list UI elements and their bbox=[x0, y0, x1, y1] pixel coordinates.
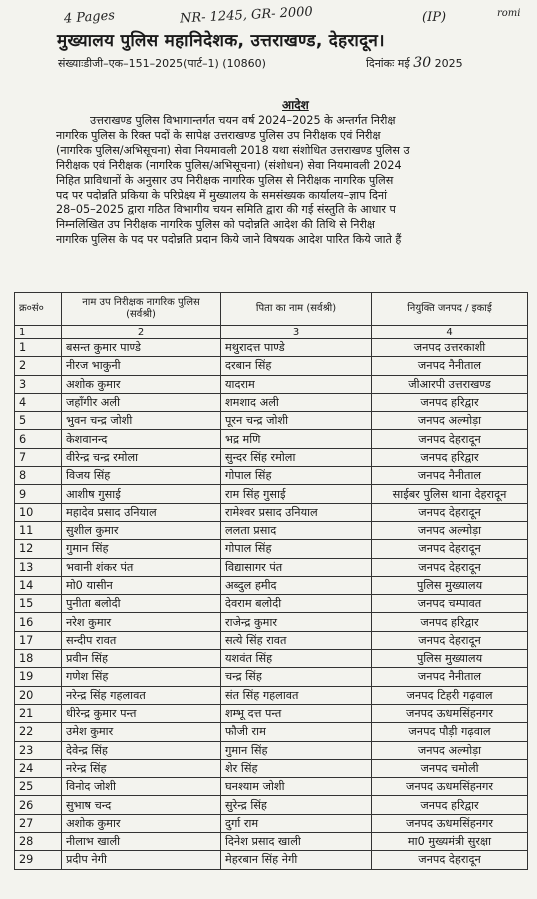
handwritten-corner-note: romi bbox=[497, 8, 521, 19]
posting-cell: जनपद देहरादून bbox=[372, 503, 528, 521]
officer-name-cell: भुवन चन्द्र जोशी bbox=[62, 412, 221, 430]
table-row bbox=[15, 357, 528, 375]
father-name-cell: राजेन्द्र कुमार bbox=[221, 613, 372, 631]
officer-name-cell: केशवानन्द bbox=[62, 430, 221, 448]
father-name-cell: फौजी राम bbox=[221, 723, 372, 741]
serial-cell: 23 bbox=[15, 741, 62, 759]
table-row bbox=[15, 686, 528, 704]
serial-cell: 28 bbox=[15, 833, 62, 851]
posting-cell: जनपद देहरादून bbox=[372, 851, 528, 869]
serial-cell: 13 bbox=[15, 558, 62, 576]
father-name-cell: शमशाद अली bbox=[221, 393, 372, 411]
posting-cell: जनपद पौड़ी गढ़वाल bbox=[372, 723, 528, 741]
officer-name-cell: उमेश कुमार bbox=[62, 723, 221, 741]
father-name-cell: घनश्याम जोशी bbox=[221, 778, 372, 796]
table-row bbox=[15, 595, 528, 613]
posting-cell: जनपद ऊधमसिंहनगर bbox=[372, 778, 528, 796]
serial-cell: 18 bbox=[15, 650, 62, 668]
table-row bbox=[15, 723, 528, 741]
table-header-row bbox=[15, 293, 528, 326]
officer-name-cell: वीरेन्द्र चन्द्र रमोला bbox=[62, 448, 221, 466]
officer-name-cell: नीरज भाकुनी bbox=[62, 357, 221, 375]
officer-name-cell: सुशील कुमार bbox=[62, 521, 221, 539]
officer-name-cell: भवानी शंकर पंत bbox=[62, 558, 221, 576]
posting-cell: जनपद चमोली bbox=[372, 759, 528, 777]
posting-cell: जनपद नैनीताल bbox=[372, 467, 528, 485]
serial-cell: 17 bbox=[15, 631, 62, 649]
paragraph-line: नागरिक पुलिस के पद पर पदोन्नति प्रदान किये जाने विषयक आदेश पारित किये जाते हैं bbox=[56, 233, 402, 247]
officer-name-cell: विनोद जोशी bbox=[62, 778, 221, 796]
table-row bbox=[15, 558, 528, 576]
father-name-cell: संत सिंह गहलावत bbox=[221, 686, 372, 704]
header-name: नाम उप निरीक्षक नागरिक पुलिस (सर्वश्री) bbox=[62, 293, 221, 326]
officer-name-cell: देवेन्द्र सिंह bbox=[62, 741, 221, 759]
posting-cell: पुलिस मुख्यालय bbox=[372, 650, 528, 668]
posting-cell: मा0 मुख्यमंत्री सुरक्षा bbox=[372, 833, 528, 851]
table-row bbox=[15, 759, 528, 777]
paragraph-line: निहित प्राविधानों के अनुसार उप निरीक्षक नागरिक पुलिस से निरीक्षक नागरिक पुलिस bbox=[56, 173, 394, 187]
column-index: 1 bbox=[15, 326, 62, 339]
posting-cell: जनपद अल्मोड़ा bbox=[372, 741, 528, 759]
posting-cell: जनपद नैनीताल bbox=[372, 668, 528, 686]
table-row bbox=[15, 631, 528, 649]
father-name-cell: भद्र मणि bbox=[221, 430, 372, 448]
officer-name-cell: पुनीता बलोदी bbox=[62, 595, 221, 613]
posting-cell: पुलिस मुख्यालय bbox=[372, 576, 528, 594]
paragraph-line: (नागरिक पुलिस/अभिसूचना) सेवा नियमावली 2018 यथा संशोधित उत्तराखण्ड पुलिस उ bbox=[56, 143, 410, 157]
paragraph-line: निरीक्षक एवं निरीक्षक (नागरिक पुलिस/अभिसूचना) (संशोधन) सेवा नियमावली 2024 bbox=[56, 158, 402, 172]
father-name-cell: मथुरादत्त पाण्डे bbox=[221, 339, 372, 357]
posting-cell: साईबर पुलिस थाना देहरादून bbox=[372, 485, 528, 503]
serial-cell: 24 bbox=[15, 759, 62, 777]
father-name-cell: मेहरबान सिंह नेगी bbox=[221, 851, 372, 869]
father-name-cell: गोपाल सिंह bbox=[221, 540, 372, 558]
officer-name-cell: नरेन्द्र सिंह bbox=[62, 759, 221, 777]
father-name-cell: शम्भू दत्त पन्त bbox=[221, 704, 372, 722]
serial-cell: 12 bbox=[15, 540, 62, 558]
officer-name-cell: जहाँगीर अली bbox=[62, 393, 221, 411]
father-name-cell: पूरन चन्द्र जोशी bbox=[221, 412, 372, 430]
paragraph-line: पद पर पदोन्नति प्रकिया के परिप्रेक्ष्य में मुख्यालय के समसंख्यक कार्यालय–ज्ञाप दिनां bbox=[56, 188, 388, 202]
table-row bbox=[15, 393, 528, 411]
father-name-cell: रामेश्वर प्रसाद उनियाल bbox=[221, 503, 372, 521]
table-row bbox=[15, 613, 528, 631]
serial-cell: 21 bbox=[15, 704, 62, 722]
posting-cell: जनपद हरिद्वार bbox=[372, 393, 528, 411]
posting-cell: जनपद हरिद्वार bbox=[372, 448, 528, 466]
serial-cell: 10 bbox=[15, 503, 62, 521]
father-name-cell: गोपाल सिंह bbox=[221, 467, 372, 485]
officer-name-cell: प्रदीप नेगी bbox=[62, 851, 221, 869]
serial-cell: 7 bbox=[15, 448, 62, 466]
date-day: 30 bbox=[413, 55, 432, 71]
father-name-cell: गुमान सिंह bbox=[221, 741, 372, 759]
serial-cell: 29 bbox=[15, 851, 62, 869]
table-row bbox=[15, 851, 528, 869]
posting-cell: जनपद ऊधमसिंहनगर bbox=[372, 814, 528, 832]
posting-cell: जनपद ऊधमसिंहनगर bbox=[372, 704, 528, 722]
serial-cell: 6 bbox=[15, 430, 62, 448]
serial-cell: 16 bbox=[15, 613, 62, 631]
posting-cell: जनपद अल्मोड़ा bbox=[372, 412, 528, 430]
handwritten-nr-gr-note: NR- 1245, GR- 2000 bbox=[179, 4, 314, 27]
officer-name-cell: नीलाभ खाली bbox=[62, 833, 221, 851]
order-title: आदेश bbox=[282, 98, 309, 112]
serial-cell: 5 bbox=[15, 412, 62, 430]
father-name-cell: सुन्दर सिंह रमोला bbox=[221, 448, 372, 466]
officer-name-cell: अशोक कुमार bbox=[62, 375, 221, 393]
serial-cell: 2 bbox=[15, 357, 62, 375]
paragraph-line: 28–05–2025 द्वारा गठित विभागीय चयन समिति द्वारा की गई संस्तुति के आधार प bbox=[56, 203, 396, 217]
officer-name-cell: नरेन्द्र सिंह गहलावत bbox=[62, 686, 221, 704]
serial-cell: 25 bbox=[15, 778, 62, 796]
posting-cell: जनपद हरिद्वार bbox=[372, 613, 528, 631]
handwritten-pages-note: 4 Pages bbox=[63, 8, 116, 27]
table-row bbox=[15, 430, 528, 448]
table-body bbox=[15, 339, 528, 870]
father-name-cell: दरबान सिंह bbox=[221, 357, 372, 375]
serial-cell: 11 bbox=[15, 521, 62, 539]
table-row bbox=[15, 521, 528, 539]
serial-cell: 14 bbox=[15, 576, 62, 594]
officer-name-cell: आशीष गुसाई bbox=[62, 485, 221, 503]
posting-cell: जनपद अल्मोड़ा bbox=[372, 521, 528, 539]
table-row bbox=[15, 668, 528, 686]
posting-cell: जनपद चम्पावत bbox=[372, 595, 528, 613]
posting-cell: जनपद टिहरी गढ़वाल bbox=[372, 686, 528, 704]
father-name-cell: राम सिंह गुसाई bbox=[221, 485, 372, 503]
officer-name-cell: बसन्त कुमार पाण्डे bbox=[62, 339, 221, 357]
table-row bbox=[15, 704, 528, 722]
father-name-cell: विद्यासागर पंत bbox=[221, 558, 372, 576]
serial-cell: 3 bbox=[15, 375, 62, 393]
father-name-cell: सत्ये सिंह रावत bbox=[221, 631, 372, 649]
paragraph-line: निम्नलिखित उप निरीक्षक नागरिक पुलिस को पदोन्नति आदेश की तिथि से निरीक्ष bbox=[56, 218, 375, 232]
date-year: 2025 bbox=[434, 57, 463, 70]
serial-cell: 9 bbox=[15, 485, 62, 503]
serial-cell: 20 bbox=[15, 686, 62, 704]
serial-cell: 1 bbox=[15, 339, 62, 357]
column-index: 4 bbox=[372, 326, 528, 339]
promotion-table bbox=[14, 292, 528, 870]
posting-cell: जनपद देहरादून bbox=[372, 631, 528, 649]
handwritten-ip-note: (IP) bbox=[422, 10, 447, 25]
officer-name-cell: अशोक कुमार bbox=[62, 814, 221, 832]
officer-name-cell: सुभाष चन्द bbox=[62, 796, 221, 814]
reference-number: संख्याःडीजी–एक–151–2025(पार्ट–1) (10860) bbox=[58, 57, 266, 70]
table-row bbox=[15, 375, 528, 393]
table-row bbox=[15, 339, 528, 357]
table-row bbox=[15, 467, 528, 485]
serial-cell: 19 bbox=[15, 668, 62, 686]
serial-cell: 15 bbox=[15, 595, 62, 613]
table-row bbox=[15, 796, 528, 814]
officer-name-cell: गणेश सिंह bbox=[62, 668, 221, 686]
officer-name-cell: मो0 यासीन bbox=[62, 576, 221, 594]
table-row bbox=[15, 412, 528, 430]
header-posting: नियुक्ति जनपद / इकाई bbox=[372, 293, 528, 326]
posting-cell: जनपद नैनीताल bbox=[372, 357, 528, 375]
column-index: 2 bbox=[62, 326, 221, 339]
table-row bbox=[15, 814, 528, 832]
serial-cell: 26 bbox=[15, 796, 62, 814]
column-index: 3 bbox=[221, 326, 372, 339]
officer-name-cell: गुमान सिंह bbox=[62, 540, 221, 558]
serial-cell: 4 bbox=[15, 393, 62, 411]
serial-cell: 22 bbox=[15, 723, 62, 741]
officer-name-cell: नरेश कुमार bbox=[62, 613, 221, 631]
officer-name-cell: विजय सिंह bbox=[62, 467, 221, 485]
father-name-cell: सुरेन्द्र सिंह bbox=[221, 796, 372, 814]
father-name-cell: ललता प्रसाद bbox=[221, 521, 372, 539]
serial-cell: 8 bbox=[15, 467, 62, 485]
father-name-cell: यशवंत सिंह bbox=[221, 650, 372, 668]
table-row bbox=[15, 833, 528, 851]
table-row bbox=[15, 741, 528, 759]
officer-name-cell: धीरेन्द्र कुमार पन्त bbox=[62, 704, 221, 722]
father-name-cell: देवराम बलोदी bbox=[221, 595, 372, 613]
father-name-cell: दुर्गा राम bbox=[221, 814, 372, 832]
officer-name-cell: महादेव प्रसाद उनियाल bbox=[62, 503, 221, 521]
officer-name-cell: प्रवीन सिंह bbox=[62, 650, 221, 668]
paragraph-line: उत्तराखण्ड पुलिस विभागान्तर्गत चयन वर्ष 2024–2025 के अन्तर्गत निरीक्ष bbox=[90, 114, 396, 127]
table-row bbox=[15, 540, 528, 558]
header-serial: क्र०सं० bbox=[15, 293, 62, 326]
table-row bbox=[15, 503, 528, 521]
posting-cell: जनपद उत्तरकाशी bbox=[372, 339, 528, 357]
posting-cell: जनपद हरिद्वार bbox=[372, 796, 528, 814]
date-label: दिनांकः मई bbox=[366, 57, 410, 70]
posting-cell: जनपद देहरादून bbox=[372, 540, 528, 558]
table-row bbox=[15, 650, 528, 668]
column-index-row bbox=[15, 326, 528, 339]
table-row bbox=[15, 778, 528, 796]
father-name-cell: चन्द्र सिंह bbox=[221, 668, 372, 686]
posting-cell: जनपद देहरादून bbox=[372, 558, 528, 576]
table-row bbox=[15, 485, 528, 503]
table-row bbox=[15, 576, 528, 594]
office-header: मुख्यालय पुलिस महानिदेशक, उत्तराखण्ड, देहरादून। bbox=[57, 31, 385, 51]
posting-cell: जनपद देहरादून bbox=[372, 430, 528, 448]
father-name-cell: अब्दुल हमीद bbox=[221, 576, 372, 594]
father-name-cell: यादराम bbox=[221, 375, 372, 393]
officer-name-cell: सन्दीप रावत bbox=[62, 631, 221, 649]
header-father-name: पिता का नाम (सर्वश्री) bbox=[221, 293, 372, 326]
serial-cell: 27 bbox=[15, 814, 62, 832]
father-name-cell: शेर सिंह bbox=[221, 759, 372, 777]
order-date bbox=[366, 55, 463, 71]
father-name-cell: दिनेश प्रसाद खाली bbox=[221, 833, 372, 851]
table-row bbox=[15, 448, 528, 466]
paragraph-line: नागरिक पुलिस के रिक्त पदों के सापेक्ष उत्तराखण्ड पुलिस उप निरीक्षक एवं निरीक्ष bbox=[56, 128, 381, 142]
posting-cell: जीआरपी उत्तराखण्ड bbox=[372, 375, 528, 393]
order-paragraph bbox=[56, 114, 537, 248]
